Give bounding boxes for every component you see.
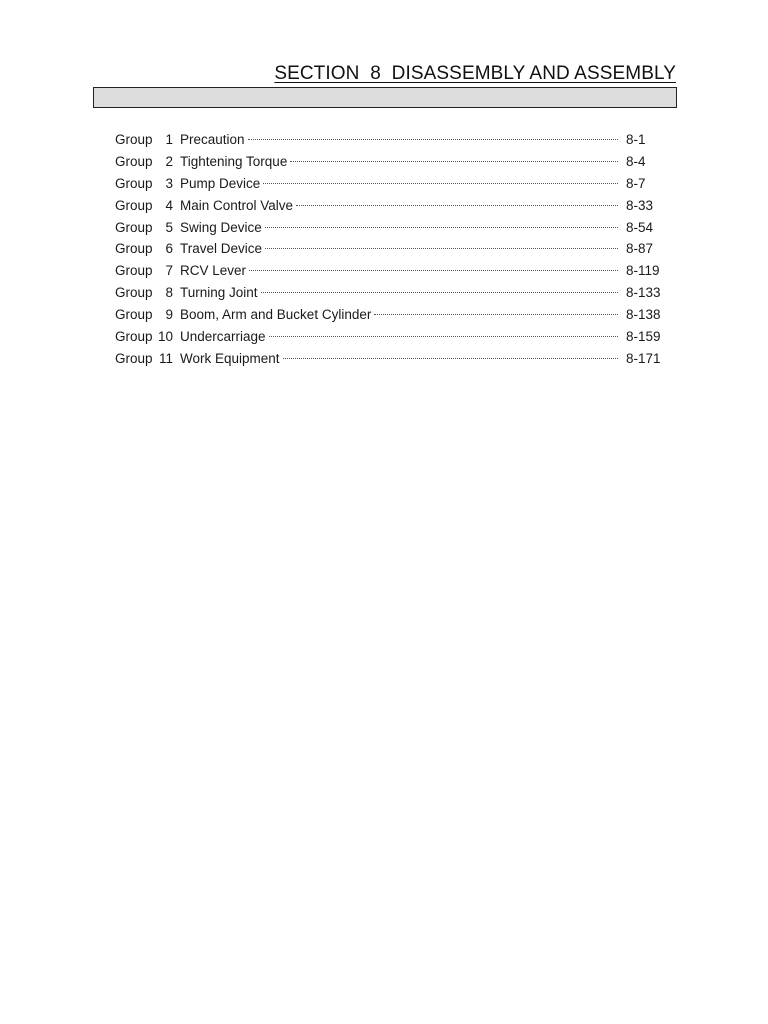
toc-group-label: Group [115, 132, 153, 147]
toc-page-number: 8-7 [626, 175, 646, 191]
toc-group-number: 1 [165, 132, 173, 147]
toc-group-label: Group [115, 197, 153, 213]
toc-group-number: 5 [165, 219, 173, 235]
toc-page-number: 8-133 [626, 285, 661, 301]
toc-entry-title: Swing Device [180, 219, 262, 235]
toc-group-label: Group [115, 307, 153, 323]
toc-group-number: 3 [165, 175, 173, 191]
toc-entry-title: Tightening Torque [180, 153, 288, 169]
toc-group-number: 10 [157, 329, 173, 345]
toc-page-number: 8-171 [626, 350, 661, 366]
toc-page-number: 8-87 [626, 241, 654, 257]
toc-group-label: Group [115, 263, 153, 279]
toc-page-number: 8-54 [626, 219, 654, 235]
toc-entry-title: RCV Lever [180, 263, 247, 279]
toc-group-number: 11 [158, 350, 173, 366]
toc-entry-title: Main Control Valve [180, 197, 294, 213]
dot-leader [296, 205, 618, 206]
toc-page-number: 8-119 [626, 263, 660, 279]
toc-group-number: 8 [165, 285, 173, 301]
dot-leader [269, 336, 618, 337]
toc-group-number: 4 [165, 197, 173, 213]
toc-page-number: 8-33 [626, 197, 654, 213]
toc-group-number: 6 [165, 241, 173, 257]
toc-entry[interactable] [115, 304, 670, 326]
dot-leader [265, 248, 618, 249]
dot-leader [290, 161, 618, 162]
dot-leader [261, 292, 618, 293]
toc-entry-title: Boom, Arm and Bucket Cylinder [180, 307, 372, 323]
toc-page-number: 8-1 [626, 132, 646, 147]
toc-entry[interactable] [115, 129, 670, 151]
page-title: SECTION 8 DISASSEMBLY AND ASSEMBLY [274, 63, 676, 84]
dot-leader [249, 270, 618, 271]
toc-entry[interactable] [115, 348, 670, 370]
toc-page-number: 8-4 [626, 153, 646, 169]
toc-entry[interactable] [115, 238, 670, 260]
dot-leader [248, 139, 618, 140]
toc-group-label: Group [115, 175, 153, 191]
toc-page-number: 8-138 [626, 307, 661, 323]
toc-entry[interactable] [115, 282, 670, 304]
toc-entry-title: Turning Joint [180, 285, 258, 301]
dot-leader [283, 358, 618, 359]
toc-group-label: Group [115, 285, 153, 301]
table-of-contents [115, 129, 670, 370]
dot-leader [263, 183, 618, 184]
toc-entry-title: Precaution [180, 132, 245, 147]
toc-entry[interactable] [115, 260, 670, 282]
toc-entry-title: Travel Device [180, 241, 263, 257]
title-bar [93, 87, 677, 108]
toc-group-number: 2 [165, 153, 173, 169]
toc-group-label: Group [115, 350, 153, 366]
toc-entry-title: Work Equipment [180, 350, 280, 366]
toc-group-label: Group [115, 153, 153, 169]
toc-entry[interactable] [115, 326, 670, 348]
dot-leader [265, 227, 618, 228]
toc-group-label: Group [115, 329, 153, 345]
toc-entry[interactable] [115, 195, 670, 217]
toc-page-number: 8-159 [626, 329, 661, 345]
toc-group-number: 7 [165, 263, 173, 279]
toc-group-number: 9 [165, 307, 173, 323]
toc-entry[interactable] [115, 173, 670, 195]
toc-group-label: Group [115, 241, 153, 257]
toc-entry[interactable] [115, 151, 670, 173]
dot-leader [374, 314, 618, 315]
toc-entry-title: Undercarriage [180, 329, 266, 345]
toc-entry-title: Pump Device [180, 175, 261, 191]
toc-entry[interactable] [115, 217, 670, 239]
toc-group-label: Group [115, 219, 153, 235]
